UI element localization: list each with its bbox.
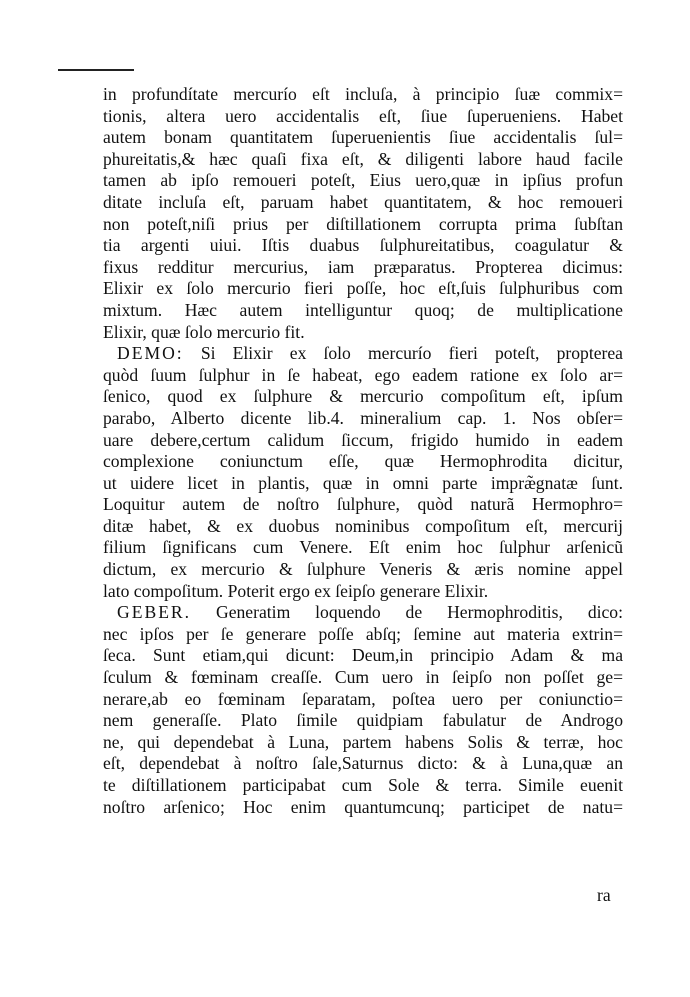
- speaker-demo: DEMO:: [117, 343, 184, 364]
- text-line: Loquitur autem de noſtro ſulphure, quòd naturã Hermophro=: [103, 494, 623, 515]
- text-line: ditate incluſa eſt, paruam habet quantitatem, & hoc remoueri: [103, 191, 623, 212]
- text-line: complexione coniunctum eſſe, quæ Hermophrodita dicitur,: [103, 451, 623, 472]
- text-line: nerare,ab eo fœminam ſeparatam, poſtea uero per coniunctio=: [103, 688, 623, 709]
- text-line: ſculum & fœminam creaſſe. Cum uero in ſeipſo non poſſet ge=: [103, 667, 623, 688]
- text-line: te diſtillationem participabat cum Sole & terra. Simile euenit: [103, 775, 623, 795]
- text-line: fixus redditur mercurius, iam præparatus. Propterea dicimus:: [103, 256, 623, 277]
- text-line: tia argenti uiui. Iſtis duabus ſulphureitatibus, coagulatur &: [103, 235, 623, 256]
- text-line: parabo, Alberto dicente lib.4. mineralium cap. 1. Nos obſer=: [103, 407, 623, 428]
- text-line: uare debere,certum calidum ſiccum, frigido humido in eadem: [103, 429, 623, 450]
- text-line: non poteſt,niſi prius per diſtillationem corrupta prima ſubſtan: [103, 213, 623, 234]
- catchword: ra: [597, 885, 611, 905]
- text-line: dictum, ex mercurio & ſulphure Veneris & æris nomine appel: [103, 559, 623, 580]
- text-line: mixtum. Hæc autem intelliguntur quoq; de multiplicatione: [103, 299, 623, 320]
- text-line: eſt, dependebat à noſtro ſale,Saturnus dicto: & à Luna,quæ an: [103, 753, 623, 774]
- text-line: phureitatis,& hæc quaſi fixa eſt, & diligenti labore haud facile: [103, 148, 623, 169]
- text-line: noſtro arſenico; Hoc enim quantumcunq; participet de natu=: [103, 796, 623, 817]
- text-line: ut uidere licet in plantis, quæ in omni parte impræ̃gnatæ ſunt.: [103, 472, 623, 493]
- text-line: Elixir ex ſolo mercurio fieri poſſe, hoc eſt,ſuis ſulphuribus com: [103, 278, 623, 299]
- text-block: [103, 84, 623, 818]
- demo-paragraph-start: [103, 343, 623, 365]
- text-line: ne, qui dependebat à Luna, partem habens Solis & terræ, hoc: [103, 731, 623, 752]
- text-line: tamen ab ipſo remoueri poteſt, Eius uero,quæ in ipſius profun: [103, 170, 623, 191]
- demo-first-line: Si Elixir ex ſolo mercurío fieri poteſt, propterea: [200, 343, 623, 364]
- text-line: autem bonam quantitatem ſuperuenientis ſiue accidentalis ſul=: [103, 127, 623, 148]
- text-line: ditæ habet, & ex duobus nominibus compoſitum eſt, mercurij: [103, 515, 623, 536]
- text-line: Elixir, quæ ſolo mercurio fit.: [103, 321, 305, 342]
- text-line: quòd ſuum ſulphur in ſe habeat, ego eadem ratione ex ſolo ar=: [103, 364, 623, 385]
- text-line: filium ſignificans cum Venere. Eſt enim hoc ſulphur arſenicũ: [103, 537, 623, 558]
- speaker-geber: GEBER.: [117, 602, 192, 623]
- geber-paragraph-start: [103, 602, 623, 624]
- text-line: tionis, altera uero accidentalis eſt, ſiue ſuperueniens. Habet: [103, 105, 623, 126]
- text-line: nec ipſos per ſe generare poſſe abſq; ſemine aut materia extrin=: [103, 623, 623, 644]
- geber-first-line: Generatim loquendo de Hermophroditis, dico:: [216, 602, 623, 623]
- text-line: ſeca. Sunt etiam,qui dicunt: Deum,in principio Adam & ma: [103, 645, 623, 666]
- text-line: lato compoſitum. Poterit ergo ex ſeipſo generare Elixir.: [103, 580, 489, 601]
- text-line: in profundítate mercurío eſt incluſa, à principio ſuæ commix=: [103, 84, 623, 104]
- text-line: nem generaſſe. Plato ſimile quidpiam fabulatur de Androgo: [103, 710, 623, 731]
- text-line: ſenico, quod ex ſulphure & mercurio compoſitum eſt, ipſum: [103, 386, 623, 407]
- top-rule: [58, 69, 134, 71]
